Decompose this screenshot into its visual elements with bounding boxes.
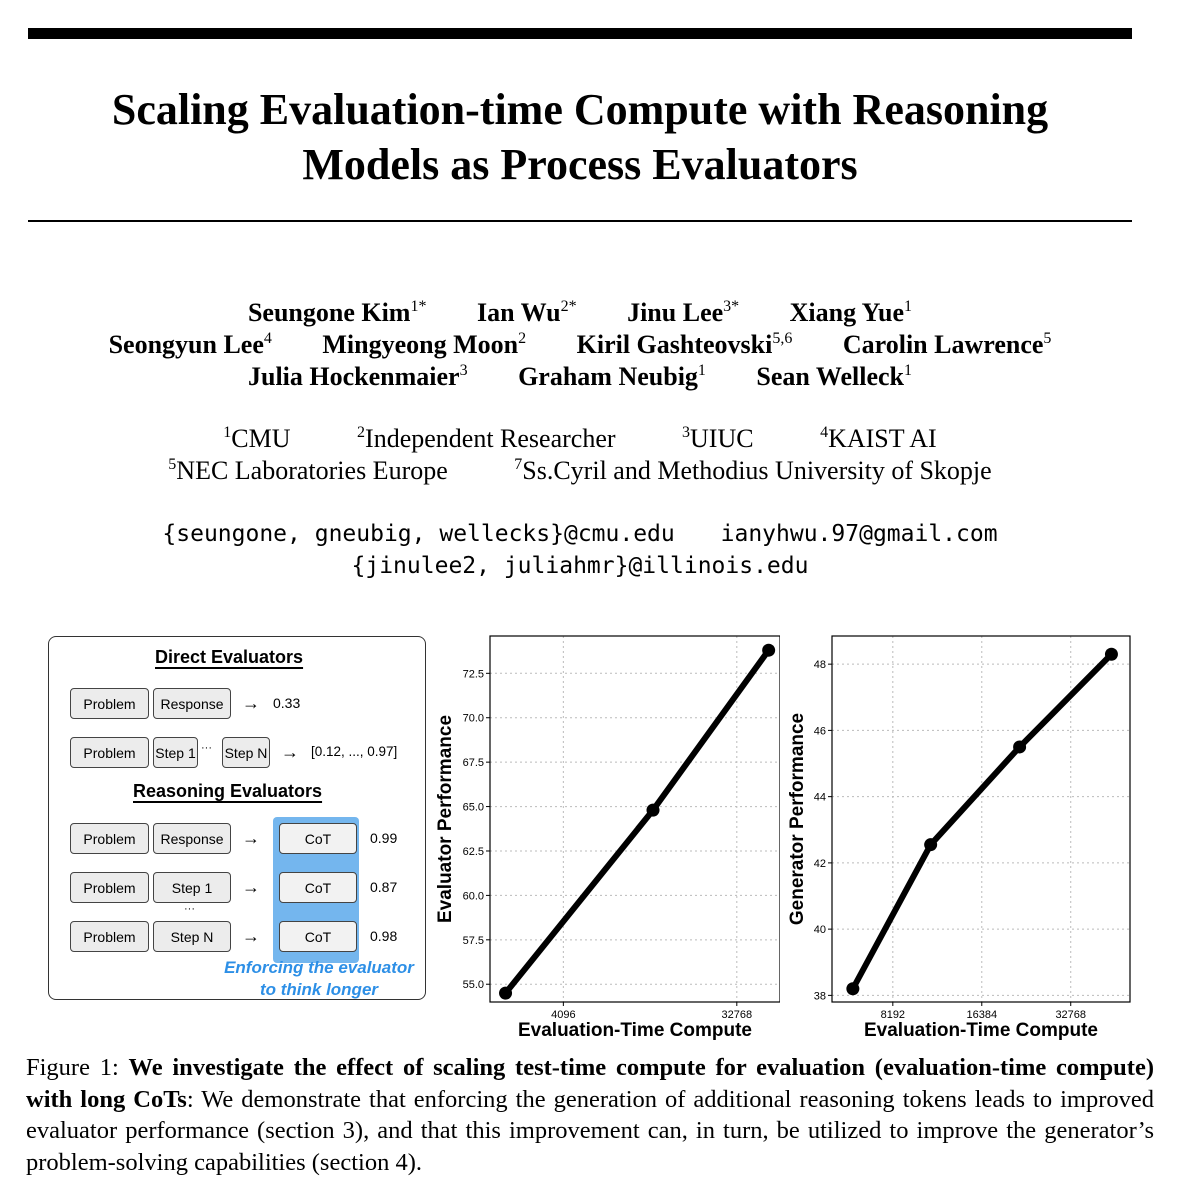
enforce-line-2: to think longer bbox=[259, 980, 379, 999]
x-axis-label: Evaluation-Time Compute bbox=[863, 1020, 1099, 1040]
y-axis-label: Generator Performance bbox=[787, 712, 808, 926]
step-1-box: Step 1 bbox=[153, 737, 198, 768]
data-point bbox=[1013, 740, 1026, 753]
email: {jinulee2, juliahmr}@illinois.edu bbox=[351, 553, 809, 579]
y-tick-label: 55.0 bbox=[462, 979, 484, 992]
affiliation: $^1$CMU bbox=[223, 424, 291, 453]
y-tick-label: 42 bbox=[813, 857, 826, 870]
author: Seungone Kim$^{1*}$ bbox=[247, 298, 427, 327]
caption-text: : We demonstrate that enforcing the generation of additional reasoning tokens leads to improved evaluator performance (section 3), and that this improvement can, in turn, be utilized to improve the generator’s problem-solving capabilities (section 4). bbox=[26, 1085, 1154, 1176]
x-tick-label: 32768 bbox=[721, 1009, 753, 1021]
problem-box: Problem bbox=[70, 921, 149, 952]
y-tick-label: 60.0 bbox=[462, 890, 484, 903]
cot-stepn-score: 0.98 bbox=[370, 928, 398, 944]
y-tick-label: 62.5 bbox=[462, 845, 484, 858]
direct-evaluators-heading: Direct Evaluators bbox=[155, 647, 304, 667]
data-point bbox=[1105, 648, 1118, 661]
header-rule-thin bbox=[28, 220, 1132, 222]
email: {seungone, gneubig, wellecks}@cmu.edu bbox=[162, 521, 675, 547]
author-list bbox=[0, 297, 1160, 393]
arrow-icon: → bbox=[242, 926, 260, 946]
affiliation: $^7$Ss.Cyril and Methodius University of Skopje bbox=[514, 456, 992, 485]
y-tick-label: 44 bbox=[813, 791, 826, 804]
y-tick-label: 38 bbox=[813, 990, 826, 1003]
problem-box: Problem bbox=[70, 688, 149, 719]
header-rule-thick bbox=[28, 28, 1132, 39]
y-tick-label: 70.0 bbox=[462, 712, 484, 725]
x-tick-label: 32768 bbox=[1055, 1009, 1087, 1021]
ellipsis-icon: ··· bbox=[201, 742, 212, 754]
response-box: Response bbox=[153, 823, 231, 854]
generator-performance-chart bbox=[782, 628, 1142, 1040]
author: Ian $Wu^{2*}$ bbox=[476, 298, 577, 327]
arrow-icon: → bbox=[242, 828, 260, 848]
cot-box: CoT bbox=[279, 823, 357, 854]
y-tick-label: 57.5 bbox=[462, 934, 484, 947]
data-point bbox=[924, 838, 937, 851]
y-tick-label: 46 bbox=[813, 725, 826, 738]
step-1-box: Step 1 bbox=[153, 872, 231, 903]
data-point bbox=[499, 987, 512, 1000]
response-box: Response bbox=[153, 688, 231, 719]
cot-box: CoT bbox=[279, 872, 357, 903]
problem-box: Problem bbox=[70, 872, 149, 903]
author: Seongyun Lee$^4$ bbox=[108, 330, 272, 359]
data-point bbox=[647, 804, 660, 817]
author: Graham Neubig$^1$ bbox=[518, 362, 706, 391]
reasoning-evaluators-heading: Reasoning Evaluators bbox=[133, 781, 323, 801]
problem-box: Problem bbox=[70, 823, 149, 854]
arrow-icon: → bbox=[242, 693, 260, 713]
y-tick-label: 72.5 bbox=[462, 668, 484, 681]
cot-box: CoT bbox=[279, 921, 357, 952]
direct-response-score: 0.33 bbox=[273, 695, 301, 711]
caption-label: Figure 1: bbox=[26, 1054, 129, 1081]
evaluator-diagram bbox=[48, 636, 426, 1000]
email: ianyhwu.97@gmail.com bbox=[720, 521, 998, 547]
author: Xiang Yue$^1$ bbox=[789, 298, 913, 327]
vertical-ellipsis-icon: ··· bbox=[184, 903, 195, 915]
enforce-line-1: Enforcing the evaluator bbox=[224, 958, 414, 977]
y-tick-label: 48 bbox=[813, 659, 826, 672]
author: Kiril Gashteovski$^{5,6}$ bbox=[576, 330, 793, 359]
title-line-2: Models as Process Evaluators bbox=[302, 140, 858, 189]
x-axis-label: Evaluation-Time Compute bbox=[517, 1020, 753, 1040]
cot-response-score: 0.99 bbox=[370, 830, 398, 846]
step-n-box: Step N bbox=[153, 921, 231, 952]
y-axis-label: Evaluator Performance bbox=[435, 714, 456, 924]
affiliation: $^2$Independent Researcher bbox=[357, 424, 616, 453]
author: Mingyeong Moon$^2$ bbox=[322, 330, 527, 359]
caption-bold: We investigate the effect of scaling test-time compute for evaluation (evaluation-time compute) with long CoTs bbox=[26, 1054, 1154, 1113]
arrow-icon: → bbox=[242, 877, 260, 897]
series-line bbox=[506, 650, 769, 993]
x-tick-label: 4096 bbox=[551, 1009, 576, 1021]
cot-step1-score: 0.87 bbox=[370, 879, 398, 895]
y-tick-label: 67.5 bbox=[462, 757, 484, 770]
paper-title bbox=[0, 82, 1160, 192]
figure-caption bbox=[26, 1052, 1154, 1178]
affiliation: $^4$KAIST AI bbox=[820, 424, 937, 453]
author: Julia Hockenmaier$^3$ bbox=[247, 362, 468, 391]
data-point bbox=[846, 982, 859, 995]
evaluator-performance-chart bbox=[430, 628, 780, 1040]
author: Carolin Lawrence$^5$ bbox=[842, 330, 1052, 359]
y-tick-label: 65.0 bbox=[462, 801, 484, 814]
affiliation-list bbox=[0, 423, 1160, 487]
title-line-1: Scaling Evaluation-time Compute with Reasoning bbox=[111, 85, 1049, 134]
data-point bbox=[762, 644, 775, 657]
x-tick-label: 8192 bbox=[880, 1009, 906, 1021]
author: Sean Welleck$^1$ bbox=[756, 362, 913, 391]
direct-steps-scores: [0.12, ..., 0.97] bbox=[311, 744, 398, 759]
enforce-label bbox=[199, 957, 439, 1001]
y-tick-label: 40 bbox=[813, 924, 826, 937]
author: Jinu Lee$^{3*}$ bbox=[627, 298, 740, 327]
affiliation: $^3$UIUC bbox=[682, 424, 754, 453]
problem-box: Problem bbox=[70, 737, 149, 768]
arrow-icon: → bbox=[281, 742, 299, 762]
email-list bbox=[0, 518, 1160, 582]
step-n-box: Step N bbox=[222, 737, 270, 768]
x-tick-label: 16384 bbox=[966, 1009, 998, 1021]
affiliation: $^5$NEC Laboratories Europe bbox=[168, 456, 448, 485]
